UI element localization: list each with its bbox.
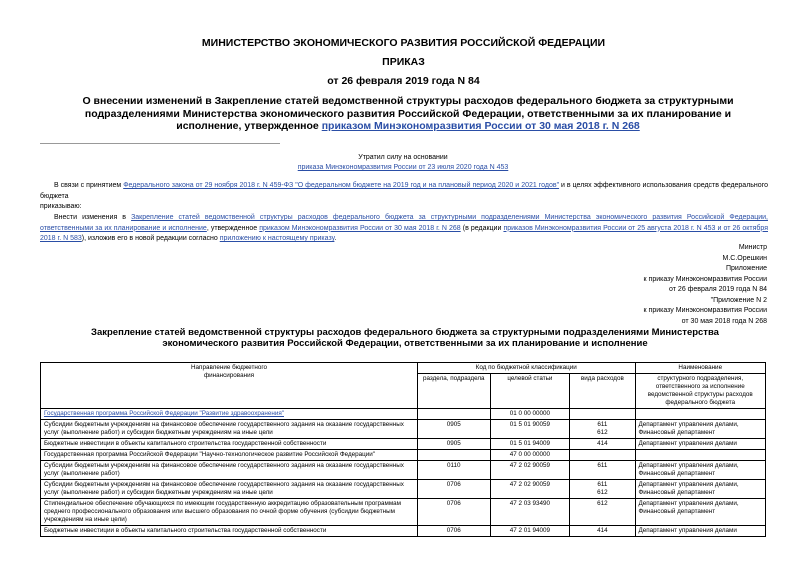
header-code-group: Код по бюджетной классификации <box>418 363 636 374</box>
header-section: раздела, подраздела <box>418 374 491 409</box>
target-cell <box>490 450 570 461</box>
preamble-text-1: В связи с принятием <box>54 182 124 189</box>
expense-cell <box>570 439 635 450</box>
expense-cell <box>570 409 635 420</box>
target-cell-text: 47 2 02 90059 <box>509 462 551 469</box>
table-title: Закрепление статей ведомственной структуры расходов федерального бюджета за структурными подразделениями Министерства экономического развития Российской Федерации, ответственными за их планирование и исполнение <box>91 327 719 349</box>
preamble-text-2: и в целях эффективного использования средств федерального бюджета <box>40 182 768 200</box>
header-expense: вида расходов <box>570 374 635 409</box>
expense-cell <box>570 480 635 499</box>
signature-block <box>644 243 767 327</box>
order-paragraph <box>40 213 768 245</box>
table-row <box>41 526 766 537</box>
document-title <box>52 95 764 133</box>
target-cell <box>490 480 570 499</box>
target-cell <box>490 420 570 439</box>
section-cell <box>418 461 491 480</box>
appendix-line-1: Приложение <box>725 265 767 272</box>
department-cell <box>635 420 766 439</box>
department-cell-text: Департамент управления делами, Финансовый департамент <box>638 421 739 436</box>
signature-name: М.С.Орешкин <box>722 254 767 262</box>
direction-cell <box>41 461 418 480</box>
expense-cell-text: 612 <box>597 500 608 507</box>
department-cell <box>635 480 766 499</box>
direction-cell-text: Субсидии бюджетным учреждениям на финансовое обеспечение государственного задания на оказание государственных услуг (выполнение работ) и субсидии бюджетным учреждениям на иные цели <box>44 481 404 496</box>
federal-law-link[interactable]: Федерального закона от 29 ноября 2018 г. N 459-ФЗ "О федеральном бюджете на 2019 год и на плановый период 2020 и 2021 годов" <box>123 182 560 189</box>
expense-cell-text: 611 612 <box>597 421 608 436</box>
lost-force-notice <box>40 153 766 173</box>
appendix-line-2: к приказу Минэкономразвития России <box>643 275 767 283</box>
ministry-heading: МИНИСТЕРСТВО ЭКОНОМИЧЕСКОГО РАЗВИТИЯ РОССИЙСКОЙ ФЕДЕРАЦИИ <box>201 37 606 49</box>
appendix-line-6: от 30 мая 2018 года N 268 <box>681 317 767 325</box>
table-row <box>41 409 766 420</box>
section-cell-text: 0706 <box>446 527 461 534</box>
table-row <box>41 450 766 461</box>
doc-type-heading: ПРИКАЗ <box>382 56 425 68</box>
order-268-link[interactable]: приказом Минэкономразвития России от 30 мая 2018 г. N 268 <box>259 224 461 232</box>
department-cell <box>635 461 766 480</box>
direction-cell <box>41 499 418 526</box>
department-cell-text: Департамент управления делами, Финансовый департамент <box>638 462 739 477</box>
amend-orders-link[interactable]: приказов Минэкономразвития России от 25 августа 2018 г. N 453 и от 26 октября 2018 г. N 583 <box>40 224 768 242</box>
direction-cell-text: Бюджетные инвестиции в объекты капитального строительства государственной собственности <box>44 527 327 534</box>
expense-cell-text: 414 <box>597 440 608 447</box>
table-row <box>41 480 766 499</box>
program-link[interactable]: Государственная программа Российской Федерации "Развитие здравоохранения" <box>44 410 284 417</box>
section-cell <box>418 480 491 499</box>
order-text-1: Внести изменения в <box>54 214 132 221</box>
expense-cell <box>570 450 635 461</box>
department-cell-text: Департамент управления делами <box>638 440 737 447</box>
order-text-3: (в редакции <box>460 224 504 232</box>
direction-cell <box>41 480 418 499</box>
appendix-line-3: от 26 февраля 2019 года N 84 <box>669 286 767 293</box>
section-cell <box>418 420 491 439</box>
lost-force-text: Утратил силу на основании <box>358 154 448 161</box>
section-cell <box>418 450 491 461</box>
department-cell-text: Департамент управления делами, Финансовый департамент <box>638 481 739 496</box>
expense-cell-text: 611 612 <box>597 481 608 496</box>
direction-cell <box>41 409 418 420</box>
direction-cell-text: Государственная программа Российской Федерации "Научно-технологическое развитие Российской Федерации" <box>44 451 376 458</box>
direction-cell <box>41 439 418 450</box>
header-name-sub: структурного подразделения, ответственного за исполнение ведомственной структуры расходов федерального бюджета <box>635 374 766 409</box>
preamble-paragraph <box>40 181 768 202</box>
expense-cell-text: 414 <box>597 527 608 534</box>
section-cell <box>418 439 491 450</box>
signature-position: Министр <box>738 244 767 251</box>
department-cell <box>635 499 766 526</box>
section-cell <box>418 409 491 420</box>
department-cell-text: Департамент управления делами <box>638 527 737 534</box>
direction-cell <box>41 450 418 461</box>
department-cell <box>635 526 766 537</box>
department-cell <box>635 450 766 461</box>
target-cell-text: 47 0 00 00000 <box>509 451 551 458</box>
department-cell-text: Департамент управления делами, Финансовый департамент <box>638 500 739 515</box>
target-cell <box>490 461 570 480</box>
direction-cell-text: Субсидии бюджетным учреждениям на финансовое обеспечение государственного задания на оказание государственных услуг (выполнение работ) <box>44 462 404 477</box>
table-header-row <box>41 363 766 374</box>
expense-cell <box>570 499 635 526</box>
table-row <box>41 439 766 450</box>
section-cell-text: 0110 <box>446 462 461 469</box>
target-cell <box>490 499 570 526</box>
header-name-title: Наименование <box>635 363 766 374</box>
target-cell <box>490 409 570 420</box>
direction-cell-text: Бюджетные инвестиции в объекты капитального строительства государственной собственности <box>44 440 327 447</box>
target-cell-text: 47 2 02 90059 <box>509 481 551 488</box>
department-cell <box>635 409 766 420</box>
order-text-2: , утвержденное <box>206 224 260 232</box>
expense-cell <box>570 461 635 480</box>
direction-cell <box>41 526 418 537</box>
table-row <box>41 461 766 480</box>
table-row <box>41 420 766 439</box>
section-cell <box>418 499 491 526</box>
doc-date-heading: от 26 февраля 2019 года N 84 <box>327 75 480 87</box>
department-cell <box>635 439 766 450</box>
header-direction-l1: Направление бюджетного <box>191 364 267 371</box>
budget-table <box>40 362 766 537</box>
target-cell-text: 47 2 03 93490 <box>509 500 551 507</box>
target-cell <box>490 526 570 537</box>
direction-cell <box>41 420 418 439</box>
section-cell-text: 0706 <box>446 500 461 507</box>
expense-cell <box>570 526 635 537</box>
order-text-4: ), изложив его в новой редакции согласно <box>81 235 220 242</box>
target-cell-text: 01 5 01 90059 <box>509 421 551 428</box>
order-word: приказываю: <box>40 203 82 210</box>
expense-cell-text: 611 <box>597 462 608 469</box>
section-cell-text: 0905 <box>446 421 461 428</box>
appendix-line-5: к приказу Минэкономразвития России <box>643 307 767 314</box>
expense-cell <box>570 420 635 439</box>
header-direction-l2: финансирования <box>203 372 254 379</box>
target-cell-text: 01 5 01 94009 <box>509 440 551 447</box>
header-target: целевой статьи <box>490 374 570 409</box>
direction-cell-text: Субсидии бюджетным учреждениям на финансовое обеспечение государственного задания на оказание государственных услуг (выполнение работ) и субсидии бюджетным учреждениям на иные цели <box>44 421 404 436</box>
allocation-link[interactable]: Закрепление статей ведомственной структуры расходов федерального бюджета за структурными подразделениями Министерства экономического развития Российской Федерации, ответственными за их планирование и исполнение <box>40 214 768 232</box>
target-cell <box>490 439 570 450</box>
header-direction <box>41 363 418 409</box>
lost-force-link[interactable]: приказа Минэкономразвития России от 23 июля 2020 года N 453 <box>297 164 509 171</box>
order-text-5: . <box>334 235 337 242</box>
divider <box>40 143 280 144</box>
table-row <box>41 499 766 526</box>
section-cell <box>418 526 491 537</box>
target-cell-text: 47 2 01 94009 <box>509 527 551 534</box>
document-title-text: О внесении изменений в Закрепление статей ведомственной структуры расходов федерального бюджета за структурными подразделениями Министерства экономического развития Российской Федерации, ответственными за их планирование и исполнение, утвержденное <box>82 95 734 132</box>
appendix-line-4: "Приложение N 2 <box>710 296 767 304</box>
direction-cell-text: Стипендиальное обеспечение обучающихся по имеющим государственную аккредитацию образовательным программам среднего профессионального образования или высшего образования по очной форме обучения (субсидии бюджетным учреждениям на иные цели) <box>44 500 401 523</box>
title-order-link[interactable]: приказом Минэкономразвития России от 30 мая 2018 г. N 268 <box>321 120 640 132</box>
section-cell-text: 0905 <box>446 440 461 447</box>
appendix-link[interactable]: приложению к настоящему приказу <box>219 235 335 242</box>
target-cell-text: 01 0 00 00000 <box>509 410 551 417</box>
section-cell-text: 0706 <box>446 481 461 488</box>
